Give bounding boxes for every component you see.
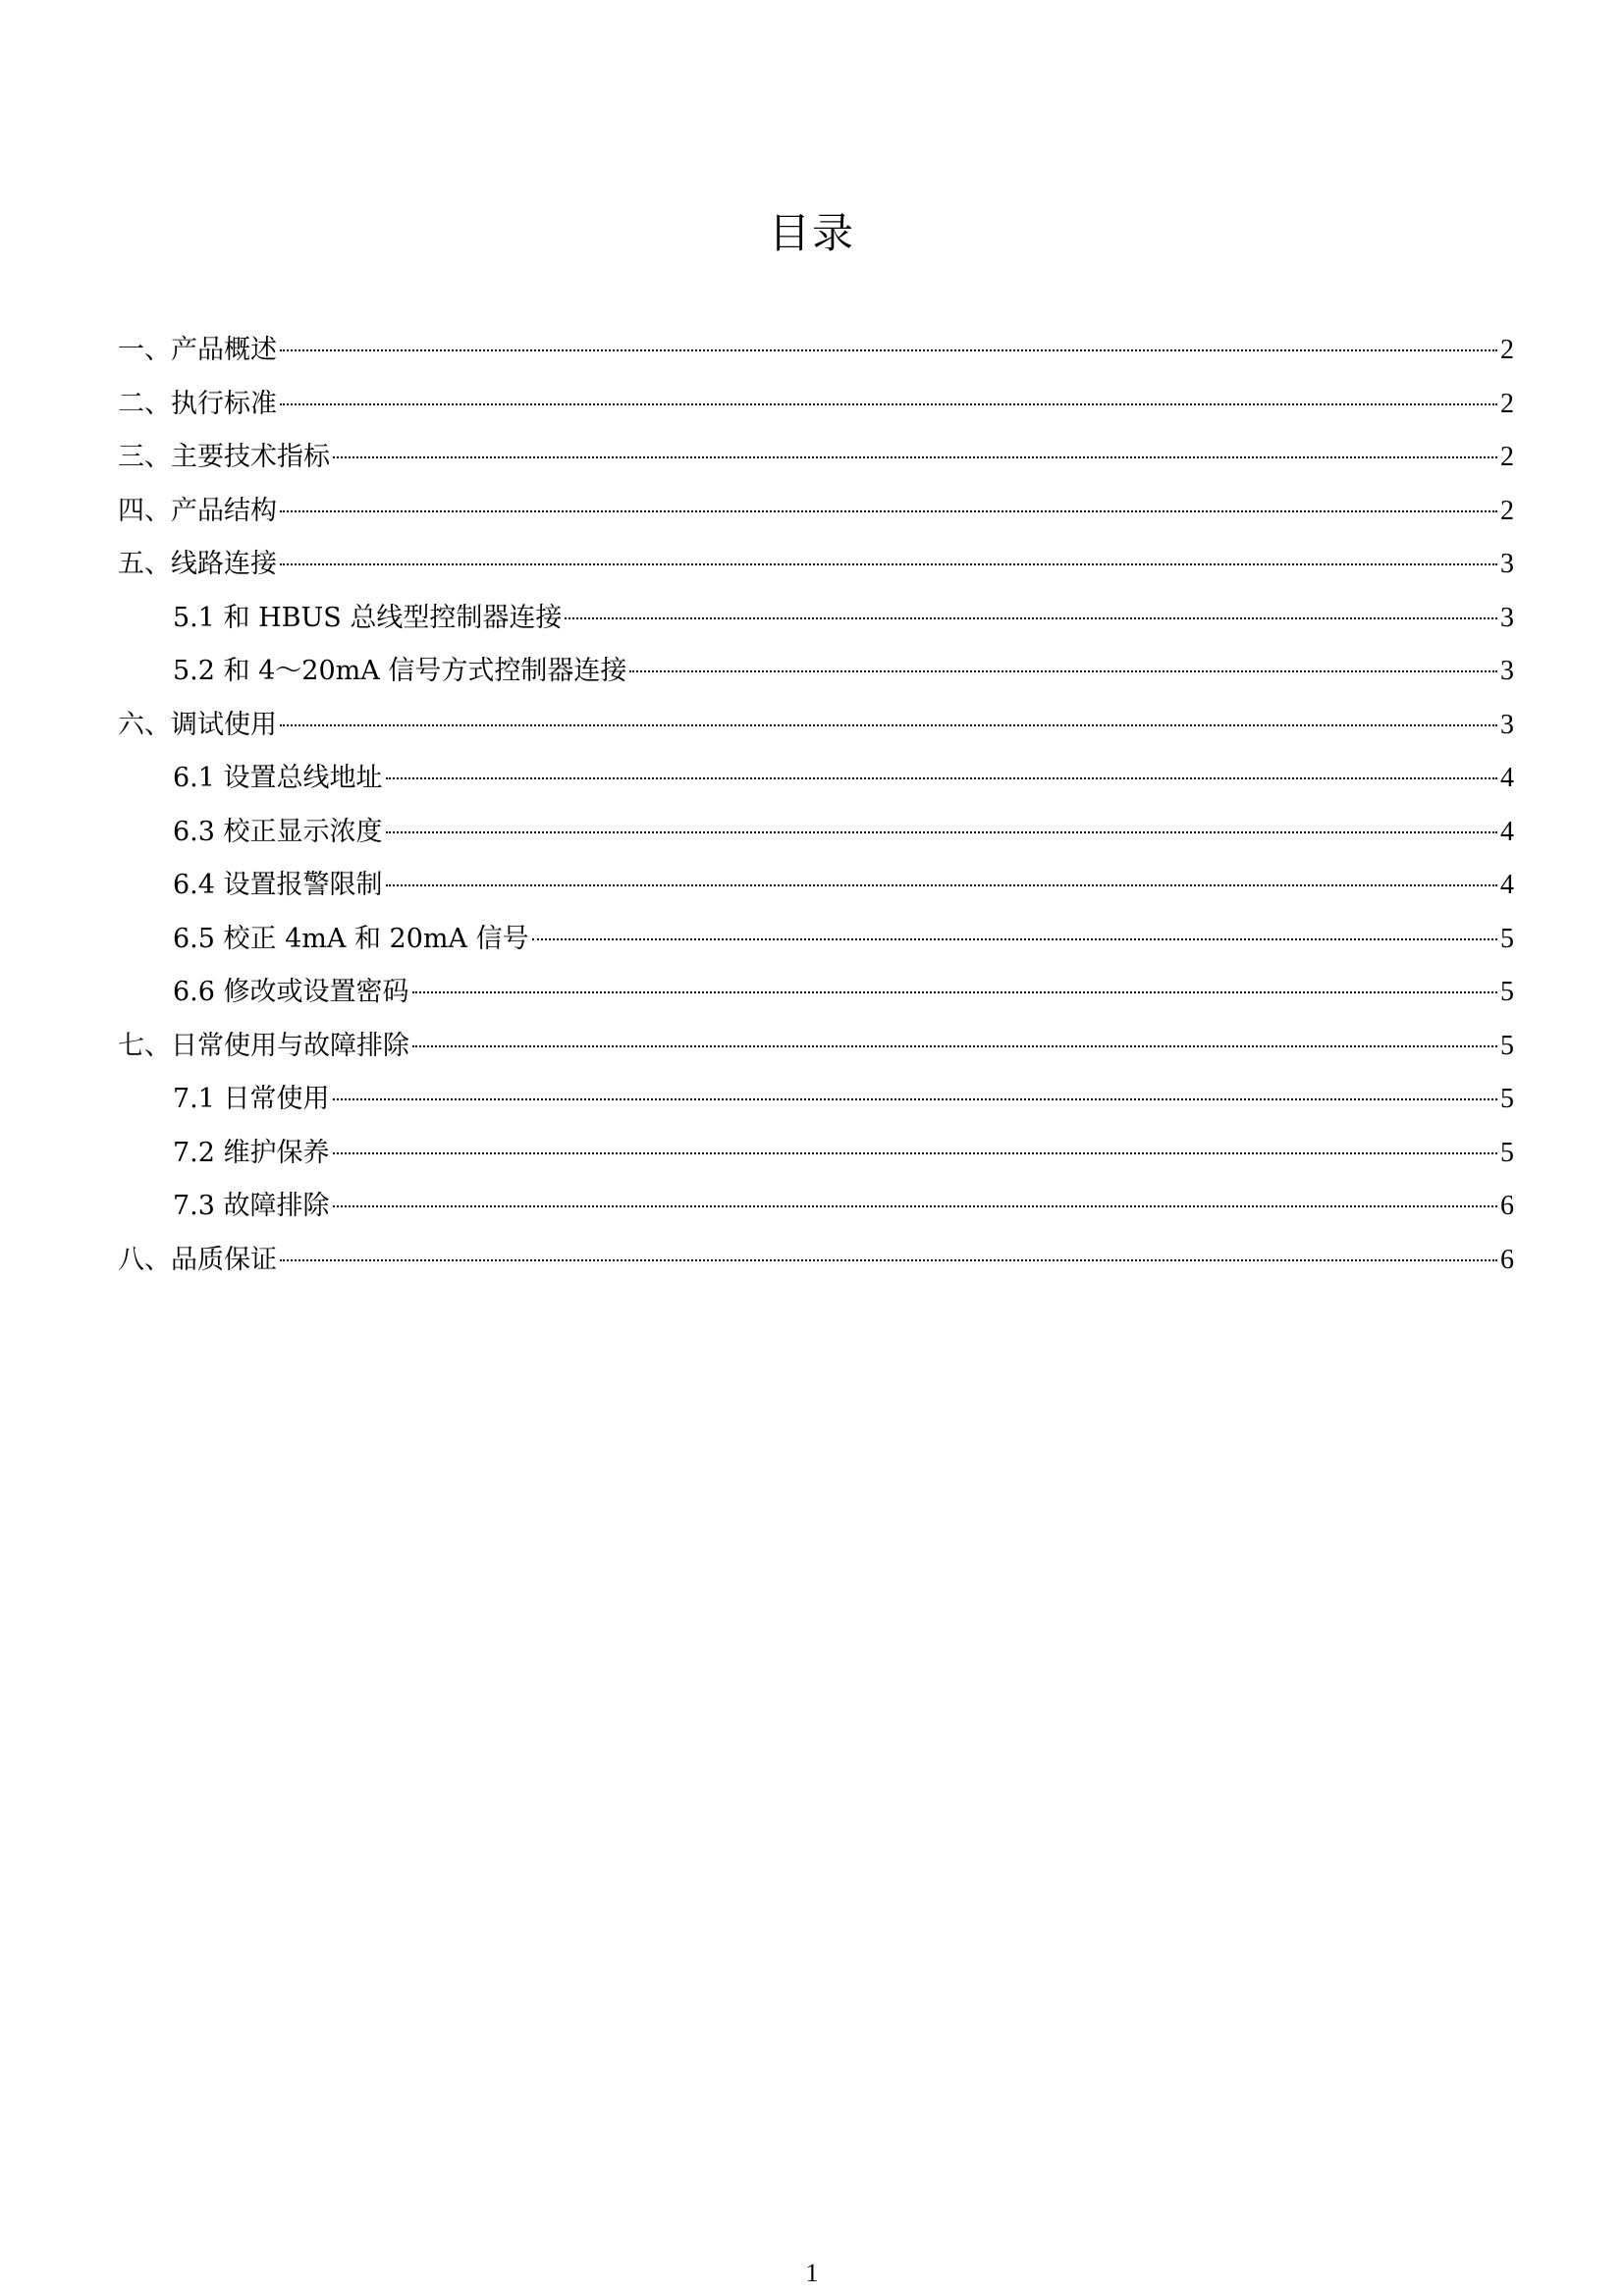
toc-entry-page: 3: [1500, 549, 1514, 579]
toc-subentry[interactable]: [118, 913, 1514, 967]
toc-subentry[interactable]: [118, 645, 1514, 699]
toc-subentry[interactable]: [118, 1073, 1514, 1127]
toc-subentry[interactable]: [118, 806, 1514, 860]
toc-entry-label: 6.3 校正显示浓度: [173, 816, 383, 847]
toc-entry-page: 6: [1500, 1191, 1514, 1221]
toc-entry-label: 7.1 日常使用: [173, 1084, 330, 1114]
toc-subentry[interactable]: [118, 1127, 1514, 1181]
toc-subentry[interactable]: [118, 592, 1514, 646]
toc-entry-label: 三、主要技术指标: [118, 442, 330, 472]
dot-leader: [333, 456, 1497, 458]
toc-entry[interactable]: [118, 538, 1514, 592]
dot-leader: [532, 938, 1497, 940]
toc-entry-label: 7.2 维护保养: [173, 1137, 330, 1168]
dot-leader: [386, 777, 1497, 779]
dot-leader: [280, 510, 1497, 512]
toc-entry-label: 八、品质保证: [118, 1244, 277, 1275]
toc-entry-page: 3: [1500, 709, 1514, 740]
toc-entry[interactable]: [118, 1020, 1514, 1074]
dot-leader: [386, 884, 1497, 886]
toc-subentry[interactable]: [118, 1180, 1514, 1234]
toc-entry-label: 6.1 设置总线地址: [173, 763, 383, 793]
toc-entry-label: 6.5 校正 4mA 和 20mA 信号: [173, 923, 529, 954]
toc-subentry[interactable]: [118, 859, 1514, 913]
toc-entry[interactable]: [118, 324, 1514, 378]
toc-entry-page: 5: [1500, 1084, 1514, 1114]
dot-leader: [280, 724, 1497, 726]
page-title: 目录: [768, 209, 855, 257]
toc-entry-page: 6: [1500, 1244, 1514, 1275]
toc-subentry[interactable]: [118, 752, 1514, 806]
dot-leader: [280, 349, 1497, 351]
toc-entry-page: 4: [1500, 816, 1514, 847]
page-number: 1: [805, 2259, 819, 2287]
dot-leader: [386, 831, 1497, 833]
toc-entry-page: 3: [1500, 602, 1514, 633]
toc-entry[interactable]: [118, 378, 1514, 432]
toc-entry-label: 七、日常使用与故障排除: [118, 1030, 409, 1061]
dot-leader: [280, 403, 1497, 405]
toc-entry-label: 6.6 修改或设置密码: [173, 977, 409, 1007]
toc-entry[interactable]: [118, 1234, 1514, 1288]
toc-entry-label: 7.3 故障排除: [173, 1191, 330, 1221]
toc-entry-page: 5: [1500, 977, 1514, 1007]
toc-entry-label: 5.1 和 HBUS 总线型控制器连接: [173, 602, 563, 633]
toc-entry-label: 四、产品结构: [118, 495, 277, 526]
toc-entry-label: 五、线路连接: [118, 549, 277, 579]
toc-entry-page: 4: [1500, 870, 1514, 900]
toc-entry-label: 六、调试使用: [118, 709, 277, 740]
toc-entry-page: 2: [1500, 388, 1514, 419]
table-of-contents: [118, 324, 1514, 1287]
toc-subentry[interactable]: [118, 966, 1514, 1020]
toc-entry[interactable]: [118, 485, 1514, 539]
dot-leader: [412, 991, 1497, 993]
dot-leader: [280, 1259, 1497, 1261]
toc-entry-label: 二、执行标准: [118, 388, 277, 419]
toc-entry-page: 2: [1500, 335, 1514, 365]
toc-entry-page: 2: [1500, 442, 1514, 472]
toc-entry-label: 一、产品概述: [118, 335, 277, 365]
dot-leader: [565, 617, 1497, 619]
toc-entry-page: 5: [1500, 923, 1514, 954]
toc-entry[interactable]: [118, 431, 1514, 485]
dot-leader: [333, 1152, 1497, 1154]
dot-leader: [280, 563, 1497, 565]
toc-entry-page: 4: [1500, 763, 1514, 793]
dot-leader: [629, 670, 1497, 672]
toc-entry-page: 2: [1500, 495, 1514, 526]
toc-entry-page: 3: [1500, 656, 1514, 686]
toc-entry[interactable]: [118, 699, 1514, 753]
toc-entry-label: 6.4 设置报警限制: [173, 870, 383, 900]
dot-leader: [333, 1098, 1497, 1100]
toc-entry-page: 5: [1500, 1137, 1514, 1168]
dot-leader: [412, 1045, 1497, 1047]
toc-entry-label: 5.2 和 4～20mA 信号方式控制器连接: [173, 656, 627, 686]
dot-leader: [333, 1205, 1497, 1207]
toc-entry-page: 5: [1500, 1030, 1514, 1061]
